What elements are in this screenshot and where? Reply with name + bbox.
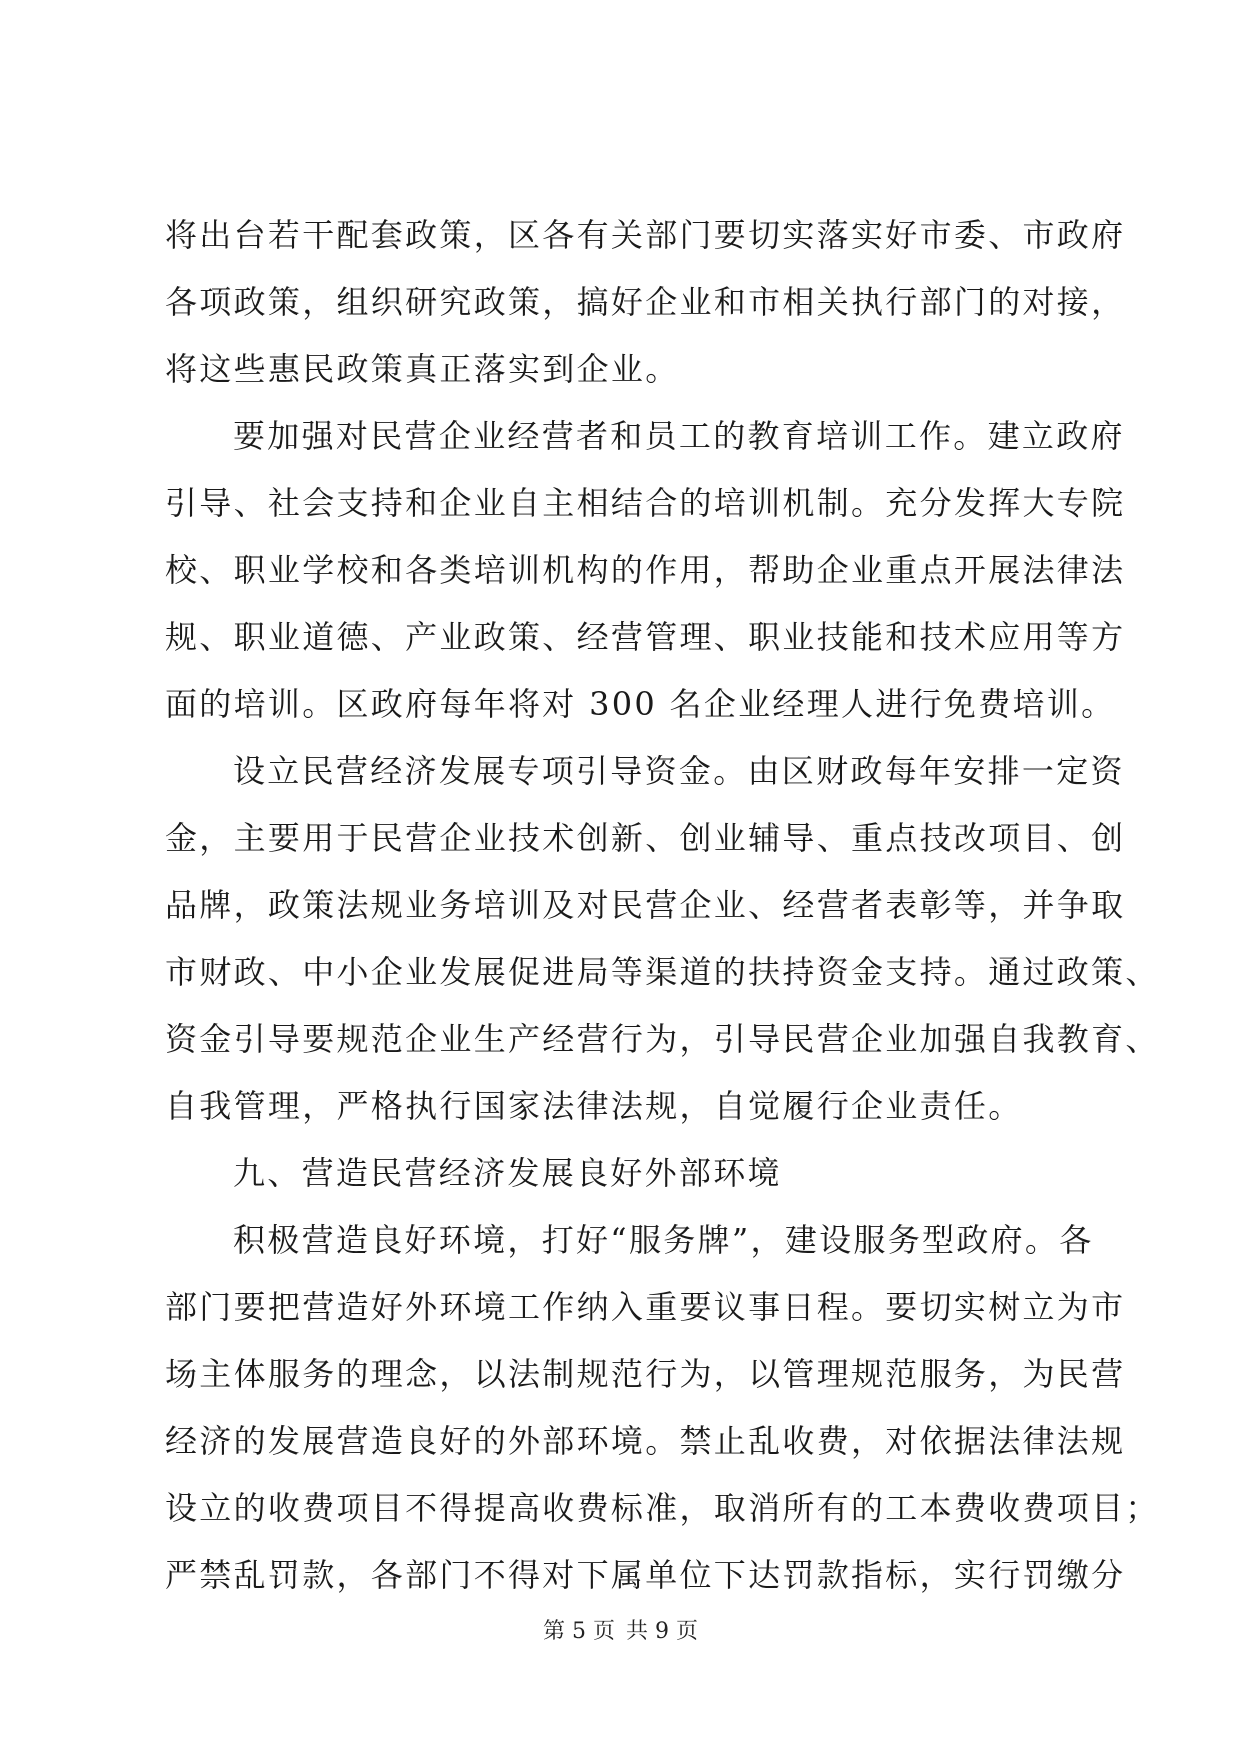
page-number: 第 5 页 (543, 1619, 615, 1644)
text-line: 部门要把营造好外环境工作纳入重要议事日程。要切实树立为市 (165, 1288, 1126, 1326)
body-text (165, 202, 1160, 1609)
paragraph-start-line: 积极营造良好环境，打好“服务牌”，建设服务型政府。各 (233, 1221, 1094, 1259)
text-line: 自我管理，严格执行国家法律法规，自觉履行企业责任。 (165, 1087, 1023, 1125)
page-total: 共 9 页 (626, 1619, 698, 1644)
text-line: 场主体服务的理念，以法制规范行为，以管理规范服务，为民营 (165, 1355, 1126, 1393)
text-line: 引导、社会支持和企业自主相结合的培训机制。充分发挥大专院 (165, 484, 1126, 522)
text-line: 规、职业道德、产业政策、经营管理、职业技能和技术应用等方 (165, 618, 1126, 656)
text-line: 各项政策，组织研究政策，搞好企业和市相关执行部门的对接， (165, 283, 1126, 321)
text-line: 校、职业学校和各类培训机构的作用，帮助企业重点开展法律法 (165, 551, 1126, 589)
section-heading: 九、营造民营经济发展良好外部环境 (233, 1154, 782, 1192)
text-line: 市财政、中小企业发展促进局等渠道的扶持资金支持。通过政策、 (165, 953, 1160, 991)
text-line: 设立的收费项目不得提高收费标准，取消所有的工本费收费项目； (165, 1489, 1160, 1527)
text-line: 经济的发展营造良好的外部环境。禁止乱收费，对依据法律法规 (165, 1422, 1126, 1460)
paragraph-start-line: 要加强对民营企业经营者和员工的教育培训工作。建立政府 (233, 417, 1125, 455)
text-line: 金，主要用于民营企业技术创新、创业辅导、重点技改项目、创 (165, 819, 1126, 857)
text-line: 面的培训。区政府每年将对 300 名企业经理人进行免费培训。 (165, 685, 1116, 723)
text-line: 资金引导要规范企业生产经营行为，引导民营企业加强自我教育、 (165, 1020, 1160, 1058)
text-line: 严禁乱罚款，各部门不得对下属单位下达罚款指标，实行罚缴分 (165, 1556, 1126, 1594)
text-line: 品牌，政策法规业务培训及对民营企业、经营者表彰等，并争取 (165, 886, 1126, 924)
paragraph-start-line: 设立民营经济发展专项引导资金。由区财政每年安排一定资 (233, 752, 1125, 790)
text-line: 将这些惠民政策真正落实到企业。 (165, 350, 680, 388)
text-line: 将出台若干配套政策，区各有关部门要切实落实好市委、市政府 (165, 216, 1126, 254)
page-footer (0, 1614, 1241, 1645)
